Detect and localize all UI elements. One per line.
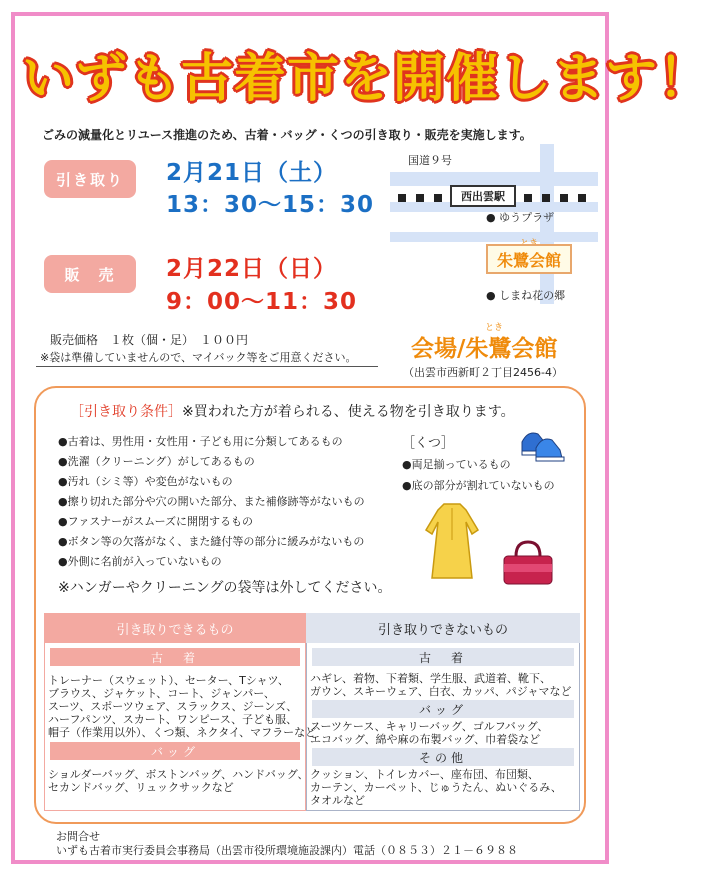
contact-label: お問合せ xyxy=(56,830,100,843)
ng-clothes-list: ハギレ、着物、下着類、学生服、武道着、靴下、 ガウン、スキーウェア、白衣、カッパ、パジャマなど xyxy=(310,672,572,698)
map-road-lower xyxy=(390,232,598,242)
venue-name: 会場/朱鷺会館 xyxy=(411,336,558,362)
intro-text: ごみの減量化とリユース推進のため、古着・バッグ・くつの引き取り・販売を実施します。 xyxy=(42,128,532,142)
page-title: いずも古着市を開催します！ xyxy=(22,49,711,109)
condition-item: ●ボタン等の欠落がなく、また縫付等の部分に緩みがないもの xyxy=(58,535,365,548)
condition-item: ●古着は、男性用・女性用・子ども用に分類してあるもの xyxy=(58,435,343,448)
pickup-label: 引き取り xyxy=(44,160,136,198)
pickup-time: 13：30〜15：30 xyxy=(166,192,375,218)
condition-item: ●汚れ（シミ等）や変色がないもの xyxy=(58,475,233,488)
hanger-note: ※ハンガーやクリーニングの袋等は外してください。 xyxy=(58,580,392,596)
bag-note: ※袋は準備していませんので、マイバック等をご用意ください。 xyxy=(40,351,357,364)
conditions-heading-label: ［引き取り条件］ xyxy=(70,404,182,420)
rail-mark xyxy=(416,194,424,202)
conditions-heading-text: ※買われた方が着られる、使える物を引き取ります。 xyxy=(182,404,515,420)
ok-section-bag: バッグ xyxy=(50,742,300,760)
ng-other-list: クッション、トイレカバー、座布団、布団類、 カーテン、カーペット、じゅうたん、ぬいぐるみ、 タオルなど xyxy=(310,768,562,807)
map-road-horizontal xyxy=(390,172,598,186)
sale-label: 販 売 xyxy=(44,255,136,293)
dress-icon xyxy=(420,500,484,582)
sneakers-icon xyxy=(518,424,568,464)
map-landmark-yuplaza: ● ゆうプラザ xyxy=(486,211,555,224)
condition-item: ●洗濯（クリーニング）がしてあるもの xyxy=(58,455,255,468)
conditions-heading xyxy=(70,401,515,421)
ng-section-other: その他 xyxy=(312,748,574,766)
condition-item: ●擦り切れた部分や穴の開いた部分、また補修跡等がないもの xyxy=(58,495,365,508)
condition-item: ●ファスナーがスムーズに開閉するもの xyxy=(58,515,254,528)
map-station: 西出雲駅 xyxy=(450,185,516,207)
ng-bag-list: スーツケース、キャリーバッグ、ゴルフバッグ、 エコバッグ、綿や麻の布製バッグ、巾着袋など xyxy=(310,720,549,746)
sale-date: 2月22日（日） xyxy=(166,256,338,282)
ok-bag-list: ショルダーバッグ、ボストンバッグ、ハンドバッグ、 セカンドバッグ、リュックサックなど xyxy=(48,768,309,794)
sale-time: 9：00〜11：30 xyxy=(166,289,358,315)
access-map xyxy=(390,144,598,304)
rail-mark xyxy=(578,194,586,202)
note-underline xyxy=(36,366,378,367)
rail-mark xyxy=(524,194,532,202)
ok-section-clothes: 古 着 xyxy=(50,648,300,666)
handbag-icon xyxy=(500,540,556,586)
map-landmark-hananosato: ● しまね花の郷 xyxy=(486,289,566,302)
pickup-date: 2月21日（土） xyxy=(166,160,338,186)
shoes-item: ●両足揃っているもの xyxy=(402,458,511,471)
shoes-item: ●底の部分が割れていないもの xyxy=(402,479,555,492)
map-road-label: 国道９号 xyxy=(408,154,452,167)
ng-section-bag: バッグ xyxy=(312,700,574,718)
ok-clothes-list: トレーナー（スウェット）、セーター、Tシャツ、 ブラウス、ジャケット、コート、ジャンパー、 スーツ、スポーツウェア、スラックス、ジーンズ、 ハーフパンツ、スカート、ワンピース、子ども服、 帽子（作業用以外）、くつ類、ネクタイ、マフラーなど xyxy=(48,674,317,739)
rail-mark xyxy=(434,194,442,202)
price-text: 販売価格 １枚（個・足） １００円 xyxy=(50,333,249,347)
condition-item: ●外側に名前が入っていないもの xyxy=(58,555,222,568)
ok-header: 引き取りできるもの xyxy=(44,613,306,643)
ng-section-clothes: 古 着 xyxy=(312,648,574,666)
venue-ruby: とき xyxy=(485,323,504,333)
map-venue-box: 朱鷺会館 xyxy=(486,244,572,274)
venue-address: （出雲市西新町２丁目2456-4） xyxy=(403,366,563,379)
rail-mark xyxy=(560,194,568,202)
shoes-heading: ［くつ］ xyxy=(402,436,455,451)
rail-mark xyxy=(398,194,406,202)
rail-mark xyxy=(542,194,550,202)
ng-header: 引き取りできないもの xyxy=(306,613,580,643)
contact-text: いずも古着市実行委員会事務局（出雲市役所環境施設課内）電話（０８５３）２１－６９８８ xyxy=(56,844,518,857)
